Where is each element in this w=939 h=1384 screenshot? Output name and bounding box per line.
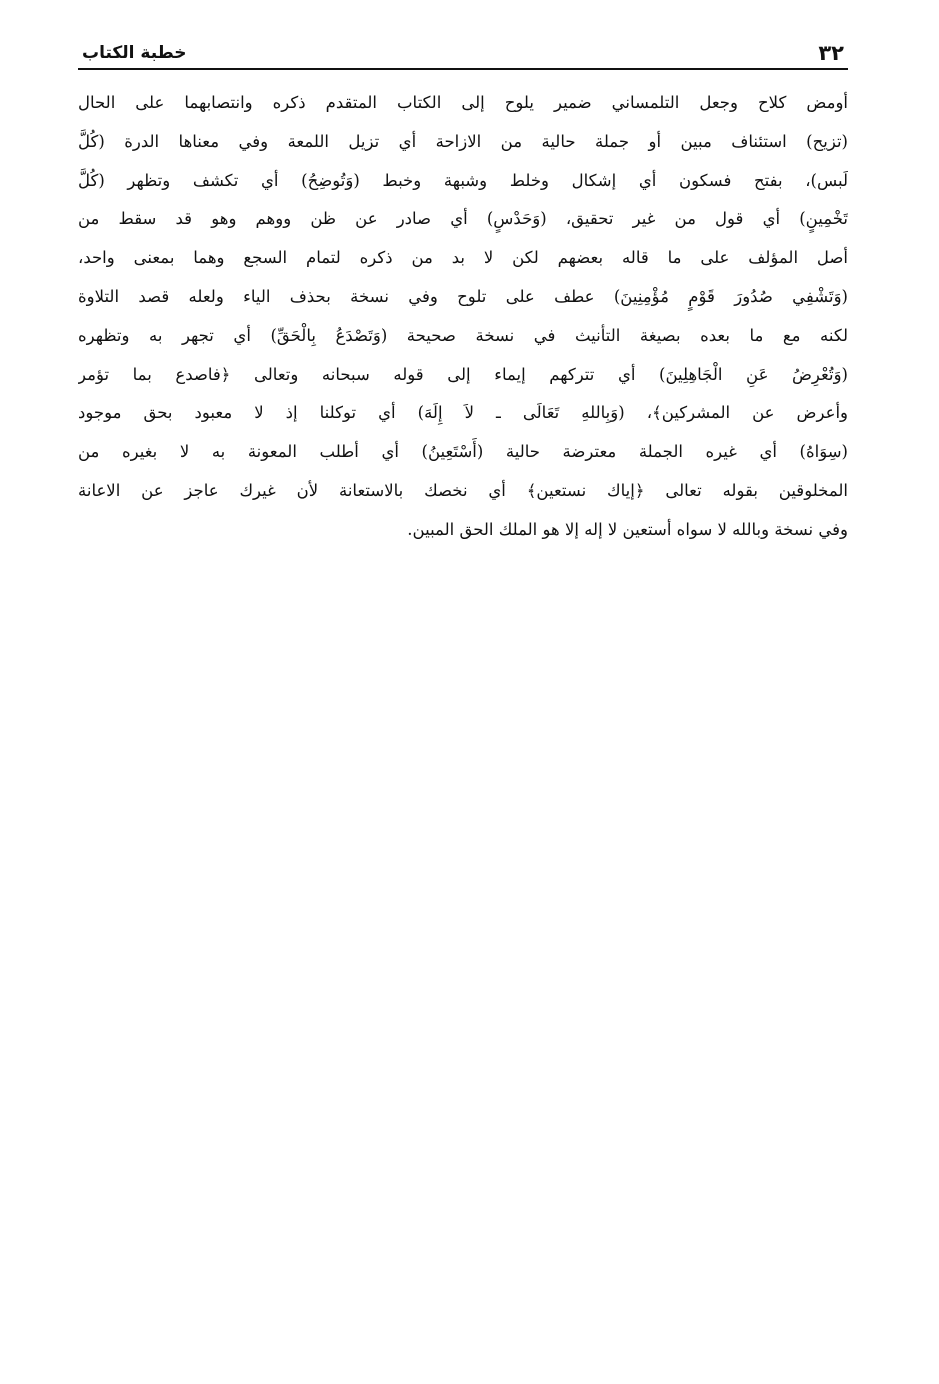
text-line-6: (وَتَشْفِي صُدُورَ قَوْمٍ مُؤْمِنِينَ) عطف على تلوح وفي نسخة بحذف الياء ولعله قصد التلاوة: [78, 286, 848, 306]
text-line-12: وفي نسخة وبالله لا سواه أستعين لا إله إلا هو الملك الحق المبين.: [407, 519, 848, 539]
text-line-9: وأعرض عن المشركين﴾، (وَبِاللهِ تَعَالَى ـ لاَ إِلَهَ) أي توكلنا إذ لا معبود بحق موجود: [78, 403, 848, 423]
page-number: ٣٢: [818, 41, 844, 65]
header-title: خطبة الكتاب: [82, 43, 187, 63]
text-line-2: (تزيح) استئناف مبين أو جملة حالية من الازاحة أي تزيل اللمعة وفي معناها الدرة (كُلَّ: [78, 131, 848, 151]
text-line-10: (سِوَاهُ) أي غيره الجملة معترضة حالية (أَسْتَعِينُ) أي أطلب المعونة به لا بغيره من: [78, 442, 848, 462]
text-line-5: أصل المؤلف على ما قاله بعضهم لكن لا بد من ذكره لتمام السجع وهما بمعنى واحد،: [78, 248, 848, 268]
text-line-1: أومض كلاح وجعل التلمساني ضمير يلوح إلى الكتاب المتقدم ذكره وانتصابهما على الحال: [78, 93, 848, 112]
text-line-7: لكنه مع ما بعده بصيغة التأنيث في نسخة صحيحة (وَتَصْدَعُ بِالْحَقِّ) أي تجهر به وتظهره: [78, 325, 848, 345]
text-line-11: المخلوقين بقوله تعالى ﴿إياك نستعين﴾ أي نخصك بالاستعانة لأن غيرك عاجز عن الاعانة: [78, 480, 848, 500]
book-page: [78, 32, 848, 550]
body-text: [78, 84, 848, 550]
text-line-3: لَبس)، بفتح فسكون أي إشكال وخلط وشبهة وخبط (وَتُوضِحُ) أي تكشف وتظهر (كُلَّ: [78, 170, 848, 190]
running-header: [78, 32, 848, 70]
text-line-8: (وَتُعْرِضُ عَنِ الْجَاهِلِينَ) أي تتركهم إيماء إلى قوله سبحانه وتعالى ﴿فاصدع بما تؤمر: [78, 364, 848, 384]
text-line-4: تَخْمِينٍ) أي قول من غير تحقيق، (وَحَدْسٍ) أي صادر عن ظن ووهم وهو قد سقط من: [78, 209, 848, 229]
